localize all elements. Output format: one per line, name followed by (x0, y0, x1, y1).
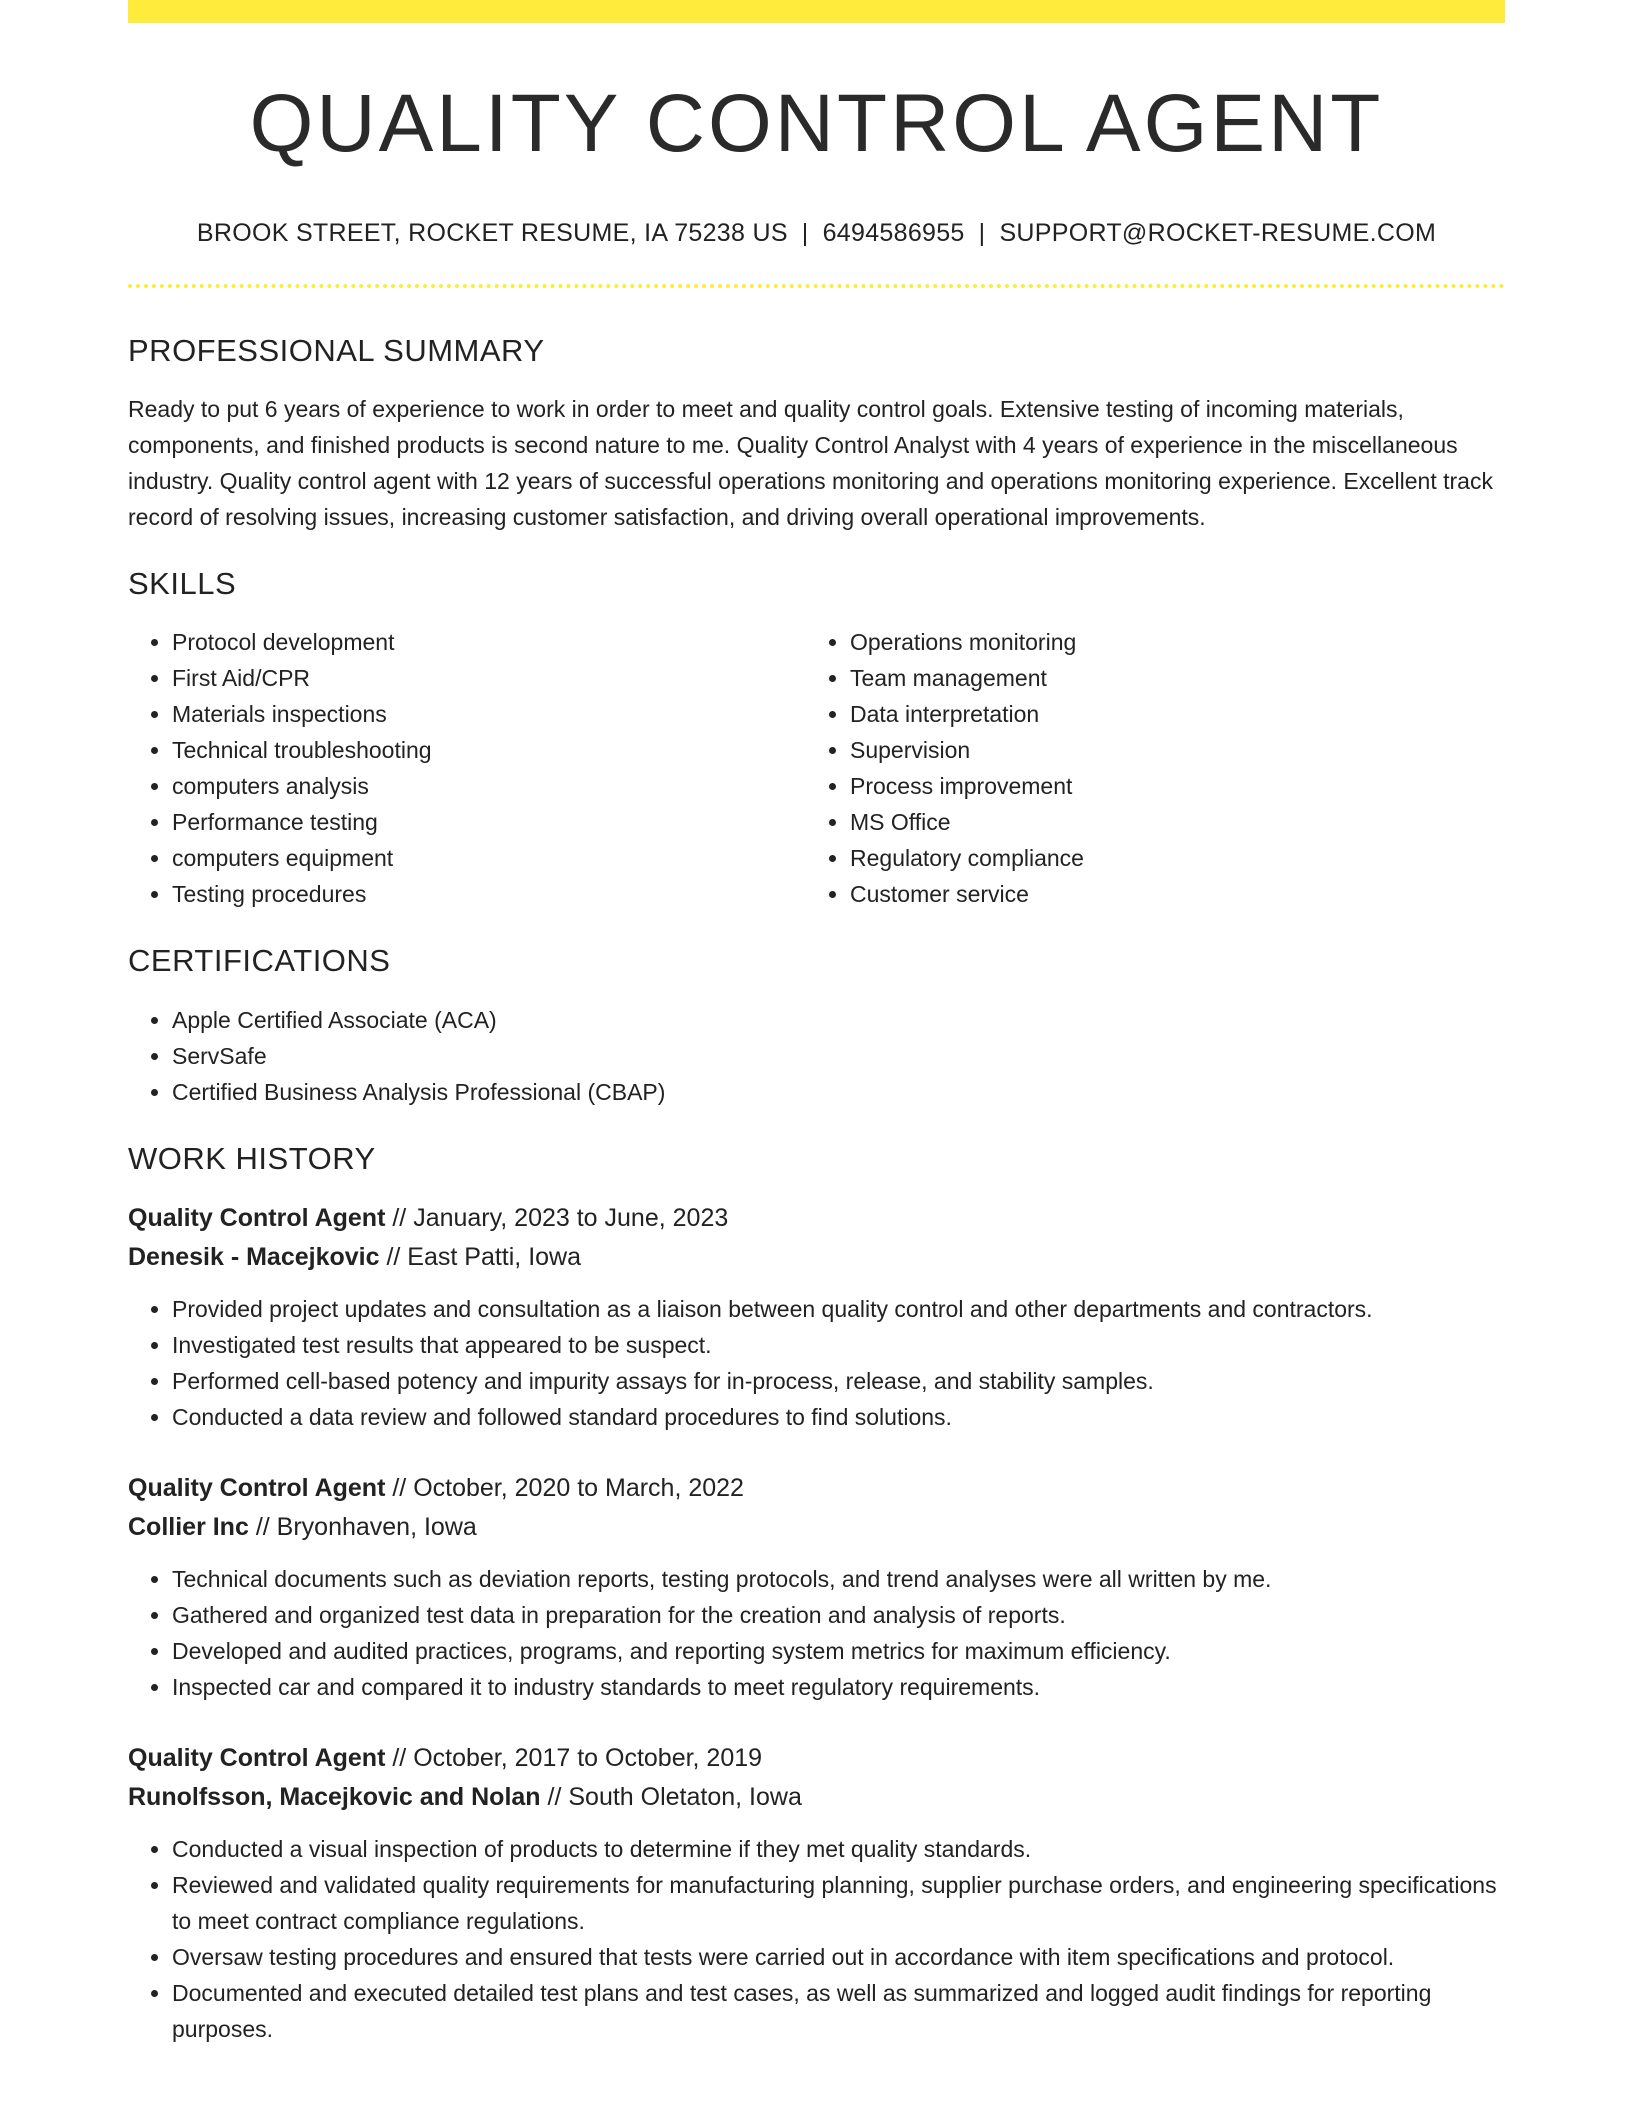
skill-item: • Performance testing (172, 804, 806, 840)
job-bullet: • Documented and executed detailed test plans and test cases, as well as summarized and logged audit findings for reporting purposes. (172, 1975, 1505, 2047)
certifications-heading: CERTIFICATIONS (128, 943, 391, 979)
skill-item: • computers analysis (172, 768, 806, 804)
skill-item: • computers equipment (172, 840, 806, 876)
contact-separator: | (978, 219, 986, 247)
job-bullet: • Provided project updates and consultation as a liaison between quality control and other departments and contractors. (172, 1291, 1505, 1327)
skill-item: • Testing procedures (172, 876, 806, 912)
work-history-heading: WORK HISTORY (128, 1140, 376, 1176)
skill-item: • Data interpretation (850, 696, 1484, 732)
accent-top-bar (128, 0, 1505, 23)
certifications-list (128, 1002, 1505, 1110)
certification-item: • ServSafe (172, 1038, 1505, 1074)
job-location: // South Oletaton, Iowa (547, 1782, 802, 1811)
job-role-line (128, 1739, 1505, 1778)
job-bullet: • Developed and audited practices, programs, and reporting system metrics for maximum efficiency. (172, 1633, 1505, 1669)
job-bullets (128, 1831, 1505, 2047)
job-bullets (128, 1291, 1505, 1435)
skill-item: • First Aid/CPR (172, 660, 806, 696)
skills-grid (128, 602, 1505, 912)
contact-email: SUPPORT@ROCKET-RESUME.COM (999, 219, 1437, 247)
summary-heading: PROFESSIONAL SUMMARY (128, 333, 545, 368)
job-role: Quality Control Agent (128, 1473, 386, 1502)
resume-name-title: QUALITY CONTROL AGENT (249, 78, 1384, 169)
skill-item: • Regulatory compliance (850, 840, 1484, 876)
job-dates: // October, 2020 to March, 2022 (392, 1473, 744, 1502)
contact-address: BROOK STREET, ROCKET RESUME, IA 75238 US (196, 219, 788, 247)
job-dates: // October, 2017 to October, 2019 (392, 1743, 763, 1772)
job-company: Runolfsson, Macejkovic and Nolan (128, 1782, 541, 1811)
job-company-line (128, 1238, 1505, 1277)
skill-item: • Process improvement (850, 768, 1484, 804)
job-dates: // January, 2023 to June, 2023 (392, 1203, 729, 1232)
job-role: Quality Control Agent (128, 1743, 386, 1772)
contact-line (128, 219, 1505, 248)
job-company-line (128, 1778, 1505, 1817)
job-company: Denesik - Macejkovic (128, 1242, 380, 1271)
dotted-divider (128, 284, 1505, 288)
skill-item: • Protocol development (172, 624, 806, 660)
job-entry (128, 1739, 1505, 2047)
skills-list-left (128, 624, 806, 912)
job-bullet: • Oversaw testing procedures and ensured that tests were carried out in accordance with item specifications and protocol. (172, 1939, 1505, 1975)
skill-item: • Customer service (850, 876, 1484, 912)
skill-item: • Team management (850, 660, 1484, 696)
job-location: // Bryonhaven, Iowa (255, 1512, 477, 1541)
job-bullet: • Investigated test results that appeared to be suspect. (172, 1327, 1505, 1363)
skills-heading: SKILLS (128, 566, 237, 602)
contact-separator: | (801, 219, 809, 247)
job-location: // East Patti, Iowa (386, 1242, 581, 1271)
job-bullet: • Gathered and organized test data in preparation for the creation and analysis of reports. (172, 1597, 1505, 1633)
job-bullet: • Conducted a visual inspection of products to determine if they met quality standards. (172, 1831, 1505, 1867)
job-role-line (128, 1469, 1505, 1508)
summary-paragraph: Ready to put 6 years of experience to work in order to meet and quality control goals. Extensive testing of incoming materials, components, and finished products is second nature to me. Quality Control Analyst with 4 years of experience in the miscellaneous industry. Quality control agent with 12 years of successful operations monitoring and operations monitoring experience. Excellent track record of resolving issues, increasing customer satisfaction, and driving overall operational improvements. (128, 396, 1493, 531)
job-bullets (128, 1561, 1505, 1705)
job-bullet: • Reviewed and validated quality requirements for manufacturing planning, supplier purchase orders, and engineering specifications to meet contract compliance regulations. (172, 1867, 1505, 1939)
job-entry (128, 1199, 1505, 1435)
skill-item: • Supervision (850, 732, 1484, 768)
job-bullet: • Inspected car and compared it to industry standards to meet regulatory requirements. (172, 1669, 1505, 1705)
resume-page (128, 0, 1505, 2047)
job-bullet: • Technical documents such as deviation reports, testing protocols, and trend analyses were all written by me. (172, 1561, 1505, 1597)
skill-item: • Operations monitoring (850, 624, 1484, 660)
skills-list-right (806, 624, 1484, 912)
skill-item: • Technical troubleshooting (172, 732, 806, 768)
job-entry (128, 1469, 1505, 1705)
job-role: Quality Control Agent (128, 1203, 386, 1232)
skill-item: • MS Office (850, 804, 1484, 840)
certification-item: • Apple Certified Associate (ACA) (172, 1002, 1505, 1038)
certification-item: • Certified Business Analysis Professional (CBAP) (172, 1074, 1505, 1110)
job-company-line (128, 1508, 1505, 1547)
skill-item: • Materials inspections (172, 696, 806, 732)
job-company: Collier Inc (128, 1512, 249, 1541)
contact-phone: 6494586955 (822, 219, 965, 247)
job-role-line (128, 1199, 1505, 1238)
job-bullet: • Performed cell-based potency and impurity assays for in-process, release, and stability samples. (172, 1363, 1505, 1399)
job-bullet: • Conducted a data review and followed standard procedures to find solutions. (172, 1399, 1505, 1435)
